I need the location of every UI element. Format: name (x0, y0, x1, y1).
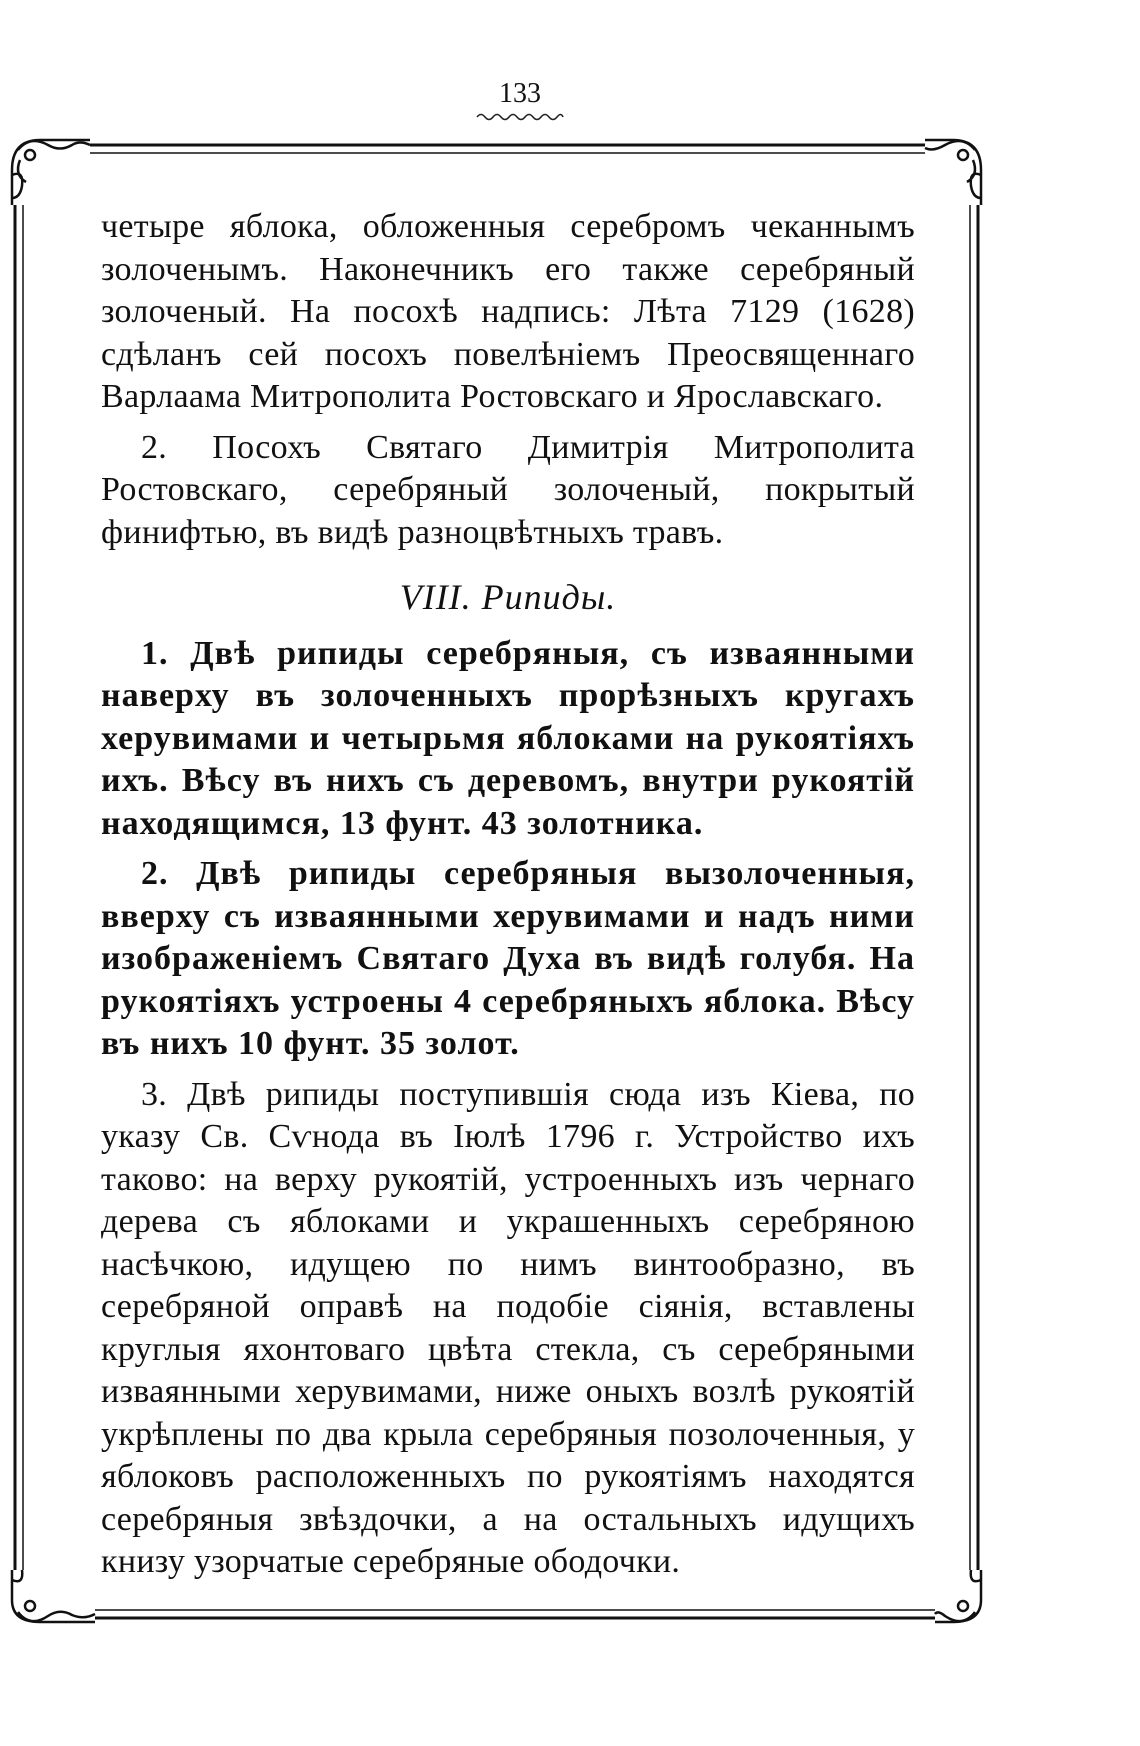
frame-left-rule (15, 205, 23, 1570)
ornament-bottom-left-corner (12, 1570, 95, 1622)
paragraph-ripidy-item-1: 1. Двѣ рипиды серебряныя, съ изваянными наверху въ золоченныхъ прорѣзныхъ кругахъ херувимами и четырьмя яблоками на рукоятіяхъ ихъ. Вѣсу въ нихъ съ деревомъ, внутри рукоятій находящимся, 13 фунт. 43 золотника. (101, 634, 915, 842)
frame-bottom-rule (95, 1610, 935, 1618)
paragraph-continuation: четыре яблока, обложенныя серебромъ чеканнымъ золоченымъ. Наконечникъ его также серебряный золоченый. На посохѣ надпись: Лѣта 7129 (1628) сдѣланъ сей посохъ повелѣніемъ Преосвященнаго Варлаама Митрополита Ростовскаго и Ярославскаго. (101, 208, 915, 415)
ornament-top-right-corner (925, 140, 981, 205)
paragraph-item-2-posokh: 2. Посохъ Святаго Димитрія Митрополита Ростовскаго, серебряный золоченый, покрытый финифтью, въ видѣ разноцвѣтныхъ травъ. (101, 428, 915, 551)
frame-top-rule (90, 145, 925, 153)
paragraph-ripidy-item-3: 3. Двѣ рипиды поступившія сюда изъ Кіева, по указу Св. Сѵнода въ Іюлѣ 1796 г. Устройство ихъ таково: на верху рукоятій, устроенныхъ изъ чернаго дерева съ яблоками и украшенныхъ серебряною насѣчкою, идущею по нимъ винтообразно, въ серебряной оправѣ на подобіе сіянія, вставлены круглыя яхонтоваго цвѣта стекла, съ серебряными изваянными херувимами, ниже оныхъ возлѣ рукоятій укрѣплены по два крыла серебряныя позолоченныя, у яблоковъ расположенныхъ по рукоятіямъ находятся серебряныя звѣздочки, а на остальныхъ идущихъ книзу узорчатые серебряные ободочки. (101, 1075, 915, 1580)
ornament-top-left-corner (12, 140, 90, 205)
page-body-text (101, 206, 915, 1584)
paragraph-ripidy-item-2: 2. Двѣ рипиды серебряныя вызолоченныя, вверху съ изваянными херувимами и надъ ними изображеніемъ Святаго Духа въ видѣ голубя. На рукоятіяхъ устроены 4 серебряныхъ яблока. Вѣсу въ нихъ 10 фунт. 35 золот. (101, 855, 915, 1062)
page-number: 133 (499, 78, 541, 109)
frame-right-rule (970, 205, 978, 1570)
ornament-bottom-right-corner (935, 1570, 981, 1622)
section-heading-ripidy: VIII. Рипиды. (399, 577, 617, 617)
